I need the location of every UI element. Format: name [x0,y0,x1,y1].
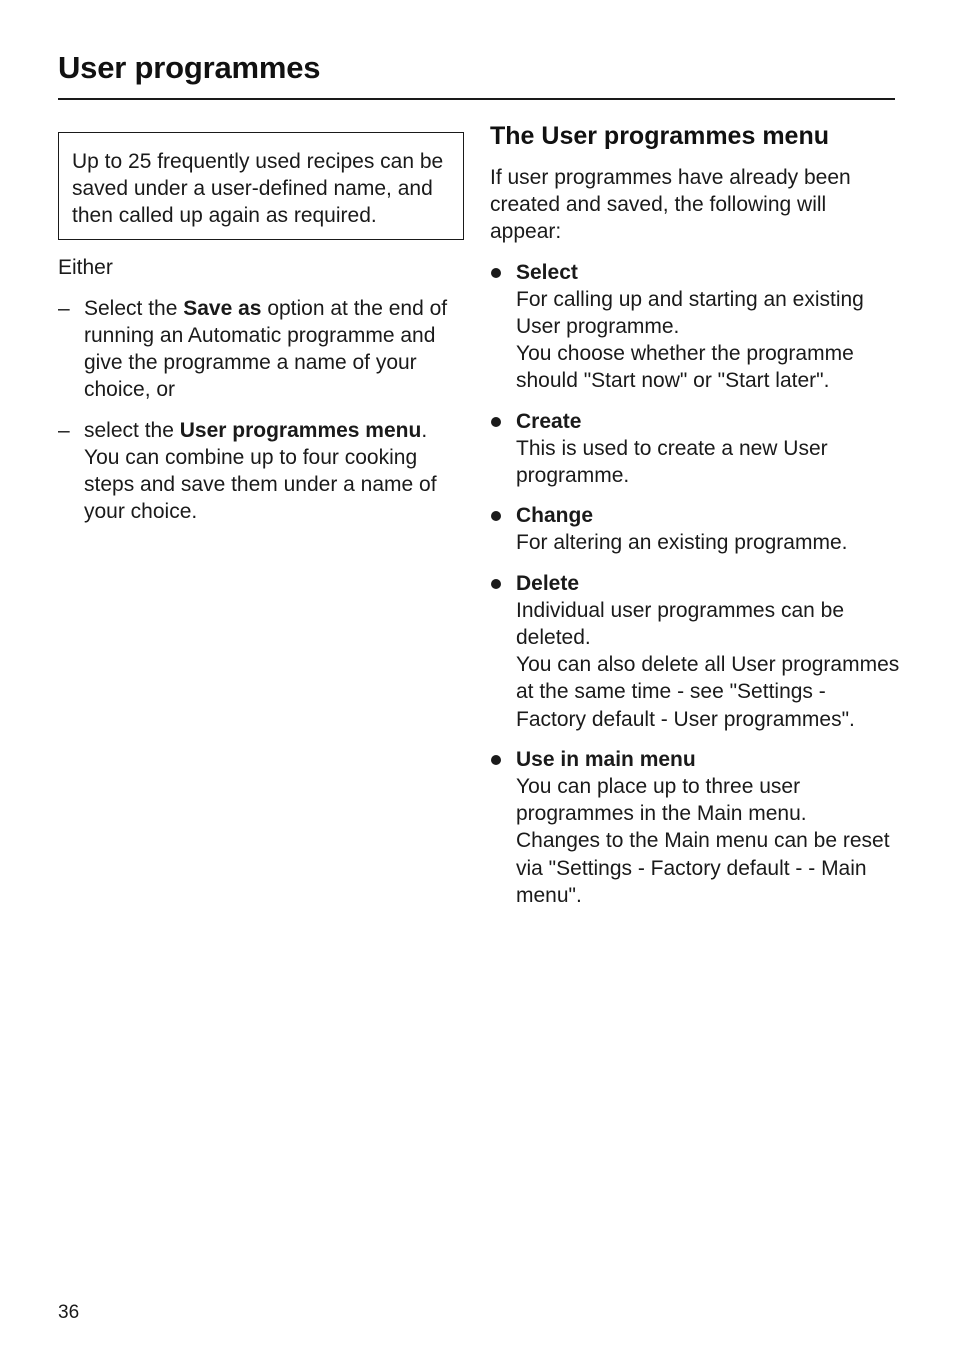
section-heading: The User programmes menu [490,122,829,150]
title-rule [58,98,895,100]
list-item [58,417,464,526]
either-label: Either [58,255,113,279]
item-description: You can also delete all User programmes at the same time - see "Settings - Factory default - User programmes". [516,653,900,731]
item-label: Change [516,504,594,528]
bullet-icon [491,579,501,589]
item-description: Individual user programmes can be deleted. [516,598,845,650]
item-text-bold: Save as [183,296,262,320]
item-label: Use in main menu [516,747,696,771]
item-label: Select [516,260,578,284]
list-item-create [490,408,900,490]
list-item-change [490,502,900,556]
item-description: You choose whether the programme should "Start now" or "Start later". [516,342,854,393]
item-text-pre: Select the [84,296,184,320]
list-item-delete [490,570,900,733]
right-column [490,120,900,922]
item-description: For calling up and starting an existing User programme. [516,287,864,339]
bullet-icon [491,417,501,427]
item-description: You can place up to three user programmes in the Main menu. [516,775,807,826]
item-description: For altering an existing programme. [516,531,848,555]
bullet-icon [491,755,501,765]
info-box: Up to 25 frequently used recipes can be saved under a user-defined name, and then called up again as required. [58,132,464,240]
item-description: Changes to the Main menu can be reset via "Settings - Factory default - - Main menu". [516,829,890,907]
option-list [58,295,464,526]
bullet-icon [491,268,501,278]
dash-marker: – [58,296,70,320]
page-number: 36 [58,1302,80,1323]
left-column [58,132,464,538]
intro-paragraph: If user programmes have already been created and saved, the following will appear: [490,166,851,244]
list-item-select [490,259,900,395]
item-label: Delete [516,571,580,595]
item-text-pre: select the [84,418,180,442]
item-text-post: option at the end of running an Automatic programme and give the programme a name of your choice, or [84,296,448,402]
list-item-use-in-main-menu [490,746,900,909]
item-description: This is used to create a new User programme. [516,436,828,488]
dash-marker: – [58,418,70,442]
item-text-bold: User programmes menu [179,418,422,442]
list-item [58,295,464,404]
menu-options-list [490,259,900,909]
bullet-icon [491,511,501,521]
page-title: User programmes [58,50,321,85]
item-label: Create [516,409,582,433]
item-text-post: . You can combine up to four cooking steps and save them under a name of your choice. [84,418,437,524]
